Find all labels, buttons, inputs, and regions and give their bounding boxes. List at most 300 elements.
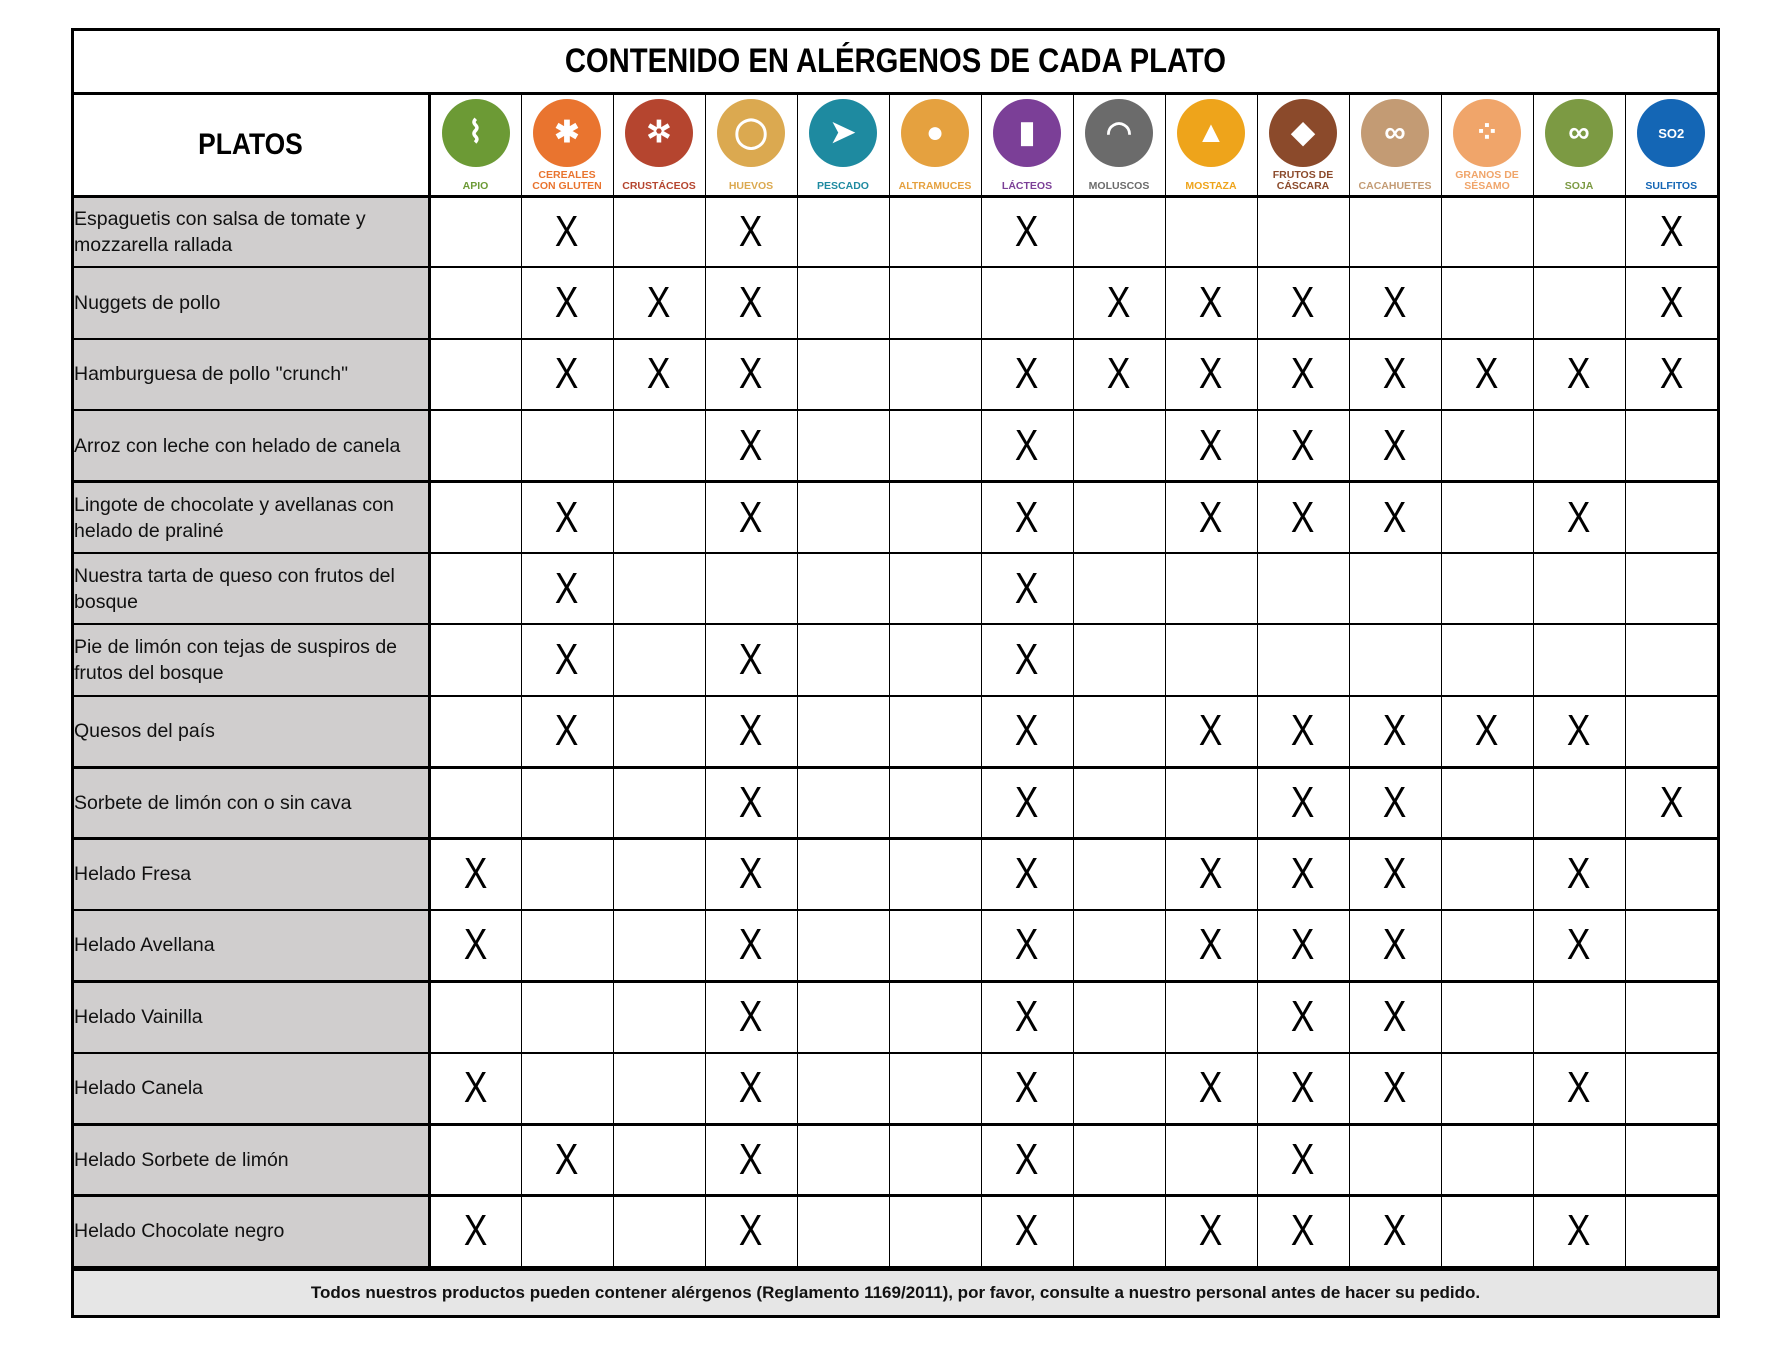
allergen-cell (1441, 910, 1533, 981)
dish-name: Hamburguesa de pollo "crunch" (74, 339, 429, 410)
allergen-mark: X (1567, 920, 1591, 970)
allergen-cell (1165, 339, 1257, 410)
allergen-mark: X (1199, 920, 1223, 970)
allergen-cell (1349, 839, 1441, 910)
allergen-cell (613, 1053, 705, 1124)
allergen-cell (981, 196, 1073, 267)
allergen-mark: X (1291, 920, 1315, 970)
allergen-cell (705, 410, 797, 481)
allergen-mark: X (1567, 492, 1591, 542)
allergen-cell (613, 267, 705, 338)
allergen-cell (1165, 410, 1257, 481)
allergen-cell (613, 339, 705, 410)
allergen-header-2 (613, 95, 705, 196)
allergen-cell (1165, 839, 1257, 910)
allergen-cell (1165, 267, 1257, 338)
allergen-cell (797, 196, 889, 267)
allergen-cell (1625, 981, 1717, 1052)
allergen-cell (1349, 410, 1441, 481)
allergen-mark: X (1015, 635, 1039, 685)
wheat-icon: ✱ (533, 99, 601, 167)
allergen-cell (1257, 553, 1349, 624)
allergen-cell (1625, 624, 1717, 695)
allergen-cell (1349, 1195, 1441, 1266)
allergen-label: FRUTOS DE CÁSCARA (1272, 168, 1334, 192)
allergen-cell (797, 1124, 889, 1195)
allergen-mark: X (1291, 1063, 1315, 1113)
allergen-mark: X (739, 1206, 763, 1256)
allergen-cell (1073, 1053, 1165, 1124)
allergen-cell (521, 553, 613, 624)
allergen-mark: X (1475, 349, 1499, 399)
dish-name: Helado Vainilla (74, 981, 429, 1052)
allergen-mark: X (1567, 349, 1591, 399)
allergen-mark: X (1291, 278, 1315, 328)
allergen-cell (889, 981, 981, 1052)
allergen-cell (1257, 482, 1349, 553)
allergen-cell (429, 553, 521, 624)
allergen-cell (981, 696, 1073, 767)
allergen-mark: X (1383, 420, 1407, 470)
allergen-cell (1441, 196, 1533, 267)
allergen-cell (1349, 196, 1441, 267)
allergen-label: CEREALES CON GLUTEN (532, 168, 602, 192)
allergen-cell (521, 981, 613, 1052)
allergen-mark: X (1015, 349, 1039, 399)
allergen-mark: X (1291, 349, 1315, 399)
allergen-cell (613, 482, 705, 553)
allergen-cell (429, 767, 521, 838)
allergen-cell (521, 1053, 613, 1124)
allergen-cell (1349, 1053, 1441, 1124)
allergen-cell (1533, 696, 1625, 767)
allergen-cell (521, 839, 613, 910)
allergen-cell (1073, 553, 1165, 624)
allergen-label: ALTRAMUCES (898, 179, 972, 192)
allergen-mark: X (1383, 992, 1407, 1042)
allergen-cell (1441, 1053, 1533, 1124)
allergen-cell (429, 196, 521, 267)
allergen-cell (1533, 553, 1625, 624)
allergen-mark: X (739, 1063, 763, 1113)
allergen-mark: X (1291, 849, 1315, 899)
allergen-mark: X (739, 206, 763, 256)
platos-header-text: PLATOS (198, 127, 304, 161)
allergen-cell (1625, 339, 1717, 410)
allergen-cell (797, 624, 889, 695)
allergen-mark: X (1659, 278, 1683, 328)
allergen-mark: X (1015, 563, 1039, 613)
dish-name: Sorbete de limón con o sin cava (74, 767, 429, 838)
allergen-mark: X (739, 635, 763, 685)
allergen-cell (521, 196, 613, 267)
page-title-text: CONTENIDO EN ALÉRGENOS DE CADA PLATO (564, 42, 1227, 80)
allergen-cell (889, 910, 981, 981)
allergen-mark: X (739, 992, 763, 1042)
allergen-mark: X (739, 492, 763, 542)
allergen-cell (797, 696, 889, 767)
allergen-cell (705, 267, 797, 338)
allergen-cell (797, 839, 889, 910)
allergen-cell (429, 1195, 521, 1266)
allergen-mark: X (555, 635, 579, 685)
allergen-cell (429, 696, 521, 767)
allergen-cell (1533, 910, 1625, 981)
allergen-mark: X (1199, 492, 1223, 542)
dish-name: Quesos del país (74, 696, 429, 767)
allergen-cell (1257, 1053, 1349, 1124)
allergen-mark: X (1015, 206, 1039, 256)
allergen-cell (1073, 339, 1165, 410)
allergen-header-0 (429, 95, 521, 196)
allergen-mark: X (1199, 278, 1223, 328)
allergen-cell (981, 553, 1073, 624)
allergen-cell (521, 624, 613, 695)
allergen-cell (1257, 1195, 1349, 1266)
sesame-icon: ⁘ (1453, 99, 1521, 167)
allergen-cell (1349, 1124, 1441, 1195)
crab-icon: ✲ (625, 99, 693, 167)
allergen-cell (1441, 1195, 1533, 1266)
allergen-header-4 (797, 95, 889, 196)
allergen-cell (1349, 482, 1441, 553)
allergen-label: CRUSTÁCEOS (622, 179, 696, 192)
allergen-cell (1441, 482, 1533, 553)
dish-name: Nuggets de pollo (74, 267, 429, 338)
allergen-cell (1257, 910, 1349, 981)
table-row (74, 696, 1717, 767)
allergen-header-7 (1073, 95, 1165, 196)
allergen-mark: X (1107, 349, 1131, 399)
allergen-cell (613, 624, 705, 695)
allergen-mark: X (1567, 849, 1591, 899)
table-row (74, 482, 1717, 553)
allergen-cell (1625, 1053, 1717, 1124)
soy-icon: ∞ (1545, 99, 1613, 167)
allergen-cell (1625, 767, 1717, 838)
eggs-icon: ◯ (717, 99, 785, 167)
allergen-mark: X (463, 920, 488, 970)
allergen-mark: X (1015, 777, 1039, 827)
allergen-cell (1165, 1195, 1257, 1266)
allergen-mark: X (1383, 777, 1407, 827)
allergen-mark: X (739, 706, 763, 756)
allergen-label: SULFITOS (1645, 179, 1698, 192)
allergen-cell (613, 981, 705, 1052)
allergen-cell (797, 410, 889, 481)
nut-icon: ◆ (1269, 99, 1337, 167)
allergen-mark: X (739, 777, 763, 827)
dish-name: Lingote de chocolate y avellanas con helado de praliné (74, 482, 429, 553)
allergen-cell (1441, 624, 1533, 695)
allergen-grid (74, 95, 1717, 1268)
allergen-cell (705, 981, 797, 1052)
table-row (74, 1195, 1717, 1266)
allergen-cell (1533, 1053, 1625, 1124)
allergen-mark: X (1015, 1134, 1039, 1184)
allergen-mark: X (1291, 706, 1315, 756)
allergen-cell (1625, 1195, 1717, 1266)
allergen-mark: X (1015, 920, 1039, 970)
allergen-cell (1349, 553, 1441, 624)
dish-name: Arroz con leche con helado de canela (74, 410, 429, 481)
allergen-cell (889, 1195, 981, 1266)
table-row (74, 410, 1717, 481)
allergen-cell (705, 767, 797, 838)
allergen-mark: X (1659, 206, 1683, 256)
table-row (74, 339, 1717, 410)
allergen-cell (1533, 981, 1625, 1052)
allergen-mark: X (1659, 777, 1683, 827)
allergen-mark: X (463, 1206, 488, 1256)
table-row (74, 767, 1717, 838)
allergen-cell (981, 624, 1073, 695)
allergen-cell (981, 910, 1073, 981)
allergen-cell (1073, 196, 1165, 267)
allergen-cell (1165, 696, 1257, 767)
allergen-cell (1441, 981, 1533, 1052)
allergen-cell (613, 839, 705, 910)
allergen-cell (1441, 696, 1533, 767)
allergen-cell (1533, 624, 1625, 695)
allergen-cell (1257, 267, 1349, 338)
table-row (74, 1053, 1717, 1124)
allergen-cell (1073, 767, 1165, 838)
allergen-mark: X (1567, 1063, 1591, 1113)
allergen-cell (1533, 1195, 1625, 1266)
allergen-cell (705, 1053, 797, 1124)
allergen-cell (1257, 410, 1349, 481)
allergen-cell (1625, 482, 1717, 553)
dish-name: Pie de limón con tejas de suspiros de frutos del bosque (74, 624, 429, 695)
allergen-cell (521, 767, 613, 838)
allergen-cell (613, 696, 705, 767)
allergen-cell (705, 839, 797, 910)
allergen-cell (797, 553, 889, 624)
allergen-mark: X (1383, 1063, 1407, 1113)
allergen-cell (1625, 267, 1717, 338)
allergen-mark: X (1291, 992, 1315, 1042)
peanut-icon: ∞ (1361, 99, 1429, 167)
allergen-cell (1165, 981, 1257, 1052)
dish-name: Helado Sorbete de limón (74, 1124, 429, 1195)
allergen-cell (1165, 196, 1257, 267)
allergen-cell (429, 910, 521, 981)
allergen-cell (1441, 839, 1533, 910)
allergen-cell (981, 1195, 1073, 1266)
allergen-cell (429, 339, 521, 410)
allergen-cell (981, 981, 1073, 1052)
lupin-icon: ● (901, 99, 969, 167)
allergen-mark: X (1475, 706, 1499, 756)
dish-name: Nuestra tarta de queso con frutos del bosque (74, 553, 429, 624)
allergen-cell (1349, 767, 1441, 838)
allergen-cell (1441, 1124, 1533, 1195)
allergen-mark: X (555, 278, 579, 328)
allergen-cell (889, 767, 981, 838)
allergen-cell (1625, 410, 1717, 481)
allergen-cell (1073, 981, 1165, 1052)
allergen-cell (1165, 553, 1257, 624)
allergen-cell (797, 910, 889, 981)
allergen-cell (613, 196, 705, 267)
allergen-cell (429, 981, 521, 1052)
allergen-mark: X (1107, 278, 1131, 328)
allergen-cell (981, 410, 1073, 481)
allergen-cell (981, 339, 1073, 410)
allergen-mark: X (555, 1134, 579, 1184)
allergen-cell (1533, 767, 1625, 838)
allergen-mark: X (647, 349, 671, 399)
allergen-mark: X (647, 278, 671, 328)
allergen-cell (613, 1195, 705, 1266)
allergen-cell (705, 553, 797, 624)
allergen-cell (1073, 696, 1165, 767)
allergen-cell (705, 696, 797, 767)
allergen-cell (521, 1195, 613, 1266)
shell-icon: ◠ (1085, 99, 1153, 167)
allergen-cell (1165, 624, 1257, 695)
allergen-mark: X (1383, 920, 1407, 970)
allergen-cell (797, 767, 889, 838)
allergen-header-3 (705, 95, 797, 196)
allergen-cell (705, 196, 797, 267)
allergen-cell (889, 339, 981, 410)
table-row (74, 553, 1717, 624)
allergen-mark: X (1291, 777, 1315, 827)
allergen-cell (521, 482, 613, 553)
allergen-cell (1349, 910, 1441, 981)
allergen-cell (521, 910, 613, 981)
allergen-cell (429, 1124, 521, 1195)
allergen-cell (981, 482, 1073, 553)
allergen-label: APIO (462, 179, 489, 192)
allergen-mark: X (1567, 1206, 1591, 1256)
allergen-mark: X (1199, 1063, 1223, 1113)
allergen-cell (705, 910, 797, 981)
allergen-cell (1625, 553, 1717, 624)
allergen-mark: X (555, 349, 579, 399)
allergen-cell (889, 696, 981, 767)
allergen-mark: X (1659, 349, 1683, 399)
allergen-mark: X (739, 420, 763, 470)
allergen-cell (889, 1124, 981, 1195)
allergen-mark: X (1291, 1206, 1315, 1256)
allergen-mark: X (1199, 849, 1223, 899)
allergen-cell (521, 267, 613, 338)
allergen-header-8 (1165, 95, 1257, 196)
allergen-cell (889, 553, 981, 624)
allergen-cell (1625, 839, 1717, 910)
allergen-header-6 (981, 95, 1073, 196)
allergen-mark: X (1383, 349, 1407, 399)
allergen-header-9 (1257, 95, 1349, 196)
allergen-cell (1073, 267, 1165, 338)
allergen-cell (521, 1124, 613, 1195)
allergen-cell (521, 696, 613, 767)
allergen-cell (1257, 1124, 1349, 1195)
allergen-cell (1533, 410, 1625, 481)
fish-icon: ➤ (809, 99, 877, 167)
allergen-label: MOSTAZA (1185, 179, 1237, 192)
allergen-mark: X (1199, 349, 1223, 399)
allergen-cell (1625, 1124, 1717, 1195)
allergen-mark: X (555, 706, 579, 756)
allergen-cell (889, 482, 981, 553)
allergen-cell (797, 981, 889, 1052)
allergen-cell (429, 839, 521, 910)
allergen-header-5 (889, 95, 981, 196)
dish-name: Helado Canela (74, 1053, 429, 1124)
allergen-label: MOLUSCOS (1088, 179, 1150, 192)
allergen-cell (889, 1053, 981, 1124)
table-row (74, 981, 1717, 1052)
allergen-cell (1349, 624, 1441, 695)
allergen-label: SOJA (1564, 179, 1594, 192)
allergen-cell (429, 624, 521, 695)
allergen-cell (1073, 1195, 1165, 1266)
allergen-mark: X (463, 849, 488, 899)
dish-name: Espaguetis con salsa de tomate y mozzarella rallada (74, 196, 429, 267)
allergen-mark: X (739, 1134, 763, 1184)
table-row (74, 910, 1717, 981)
allergen-cell (1349, 339, 1441, 410)
allergen-cell (1257, 339, 1349, 410)
allergen-cell (889, 410, 981, 481)
allergen-cell (1625, 696, 1717, 767)
milk-icon: ▮ (993, 99, 1061, 167)
allergen-header-13 (1625, 95, 1717, 196)
allergen-mark: X (739, 920, 763, 970)
allergen-cell (1533, 196, 1625, 267)
allergen-mark: X (1199, 706, 1223, 756)
allergen-cell (705, 339, 797, 410)
allergen-cell (1165, 1053, 1257, 1124)
allergen-cell (1257, 767, 1349, 838)
allergen-mark: X (1015, 992, 1039, 1042)
allergen-cell (429, 482, 521, 553)
allergen-label: CACAHUETES (1358, 179, 1432, 192)
allergen-cell (613, 1124, 705, 1195)
allergen-mark: X (555, 492, 579, 542)
allergen-mark: X (1015, 1206, 1039, 1256)
allergen-cell (705, 1124, 797, 1195)
allergen-mark: X (1291, 1134, 1315, 1184)
allergen-mark: X (1291, 492, 1315, 542)
allergen-cell (1441, 767, 1533, 838)
table-row (74, 839, 1717, 910)
mustard-icon: ▲ (1177, 99, 1245, 167)
allergen-cell (1073, 1124, 1165, 1195)
table-row (74, 196, 1717, 267)
allergen-cell (1441, 267, 1533, 338)
allergen-cell (1073, 624, 1165, 695)
allergen-cell (1441, 410, 1533, 481)
allergen-cell (1533, 267, 1625, 338)
allergen-label: GRANOS DE SÉSAMO (1455, 168, 1519, 192)
allergen-cell (797, 482, 889, 553)
allergen-cell (705, 482, 797, 553)
allergen-table-sheet (71, 28, 1720, 1318)
allergen-cell (613, 553, 705, 624)
allergen-cell (1349, 696, 1441, 767)
allergen-cell (981, 1053, 1073, 1124)
allergen-mark: X (1015, 706, 1039, 756)
allergen-cell (981, 839, 1073, 910)
allergen-cell (1441, 553, 1533, 624)
celery-icon: ⌇ (442, 99, 510, 167)
allergen-cell (1257, 624, 1349, 695)
